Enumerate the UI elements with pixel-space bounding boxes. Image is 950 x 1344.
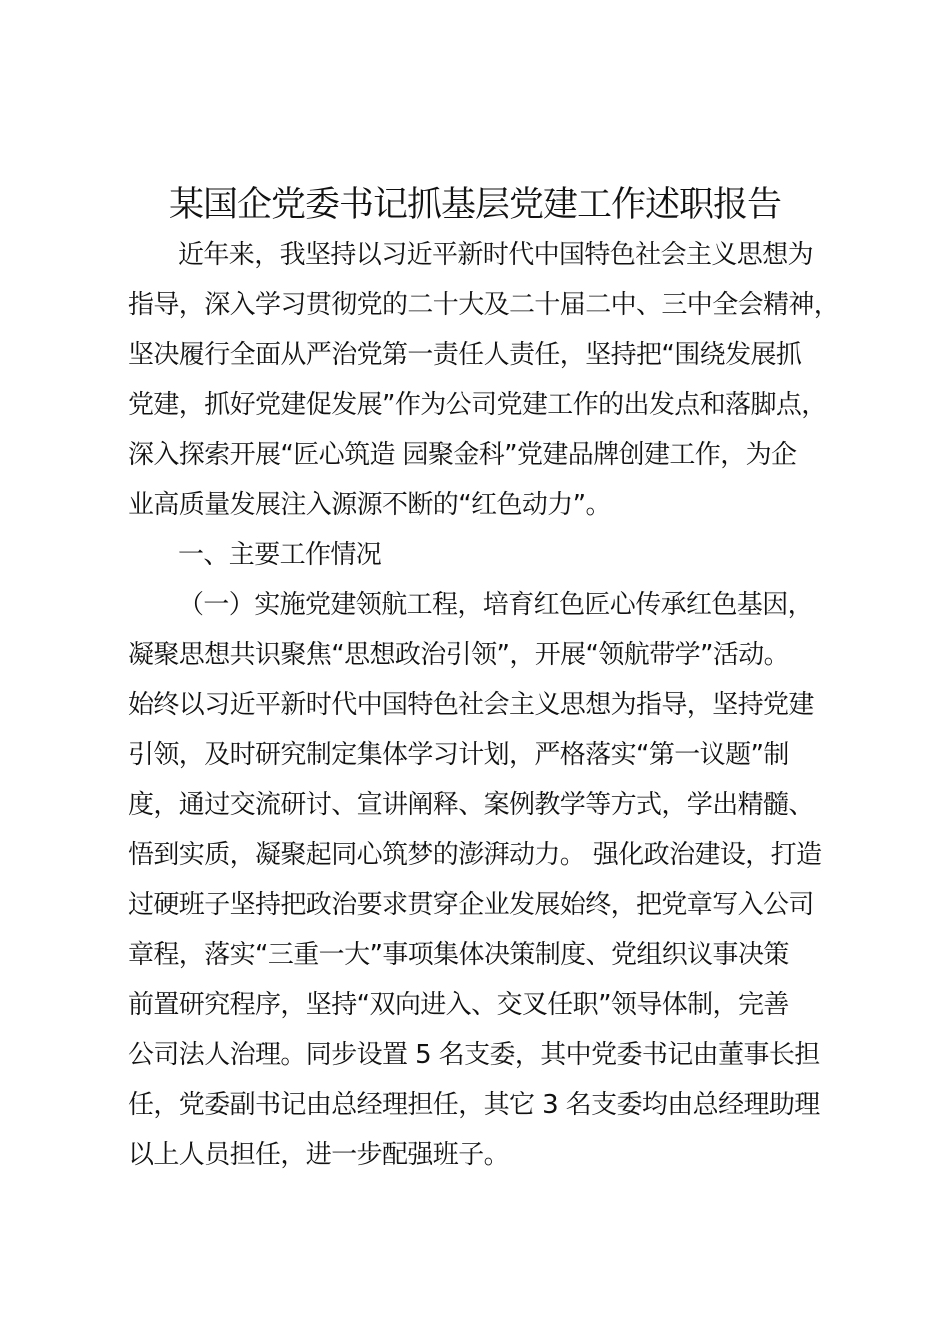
paragraph-line: 以上人员担任，进一步配强班子。 — [128, 1140, 510, 1170]
section-heading: 一、主要工作情况 — [178, 540, 382, 570]
paragraph-line: 始终以习近平新时代中国特色社会主义思想为指导，坚持党建 — [128, 690, 814, 720]
document-title: 某国企党委书记抓基层党建工作述职报告 — [168, 185, 781, 225]
paragraph-line: 凝聚思想共识聚焦“思想政治引领”，开展“领航带学”活动。 — [128, 640, 790, 670]
paragraph-line: 党建，抓好党建促发展”作为公司党建工作的出发点和落脚点， — [128, 390, 827, 420]
paragraph-line: 深入探索开展“匠心筑造 园聚金科”党建品牌创建工作，为企 — [128, 440, 797, 470]
paragraph-line: 度，通过交流研讨、宣讲阐释、案例教学等方式，学出精髓、 — [128, 790, 814, 820]
paragraph-line: 悟到实质，凝聚起同心筑梦的澎湃动力。 强化政治建设，打造 — [128, 840, 822, 870]
subsection-heading-line: （一）实施党建领航工程，培育红色匠心传承红色基因， — [178, 590, 814, 620]
paragraph-line: 引领，及时研究制定集体学习计划，严格落实“第一议题”制 — [128, 740, 789, 770]
paragraph-line: 过硬班子坚持把政治要求贯穿企业发展始终，把党章写入公司 — [128, 890, 814, 920]
document-body — [128, 230, 858, 1180]
paragraph-line: 前置研究程序，坚持“双向进入、交叉任职”领导体制，完善 — [128, 990, 789, 1020]
paragraph-line: 业高质量发展注入源源不断的“红色动力”。 — [128, 490, 611, 520]
paragraph-line: 任，党委副书记由总经理担任，其它 3 名支委均由总经理助理 — [128, 1090, 820, 1120]
paragraph-line: 近年来，我坚持以习近平新时代中国特色社会主义思想为 — [178, 240, 814, 270]
paragraph-line: 公司法人治理。同步设置 5 名支委，其中党委书记由董事长担 — [128, 1040, 820, 1070]
paragraph-line: 坚决履行全面从严治党第一责任人责任，坚持把“围绕发展抓 — [128, 340, 802, 370]
paragraph-line: 指导，深入学习贯彻党的二十大及二十届二中、三中全会精神， — [128, 290, 840, 320]
paragraph-line: 章程，落实“三重一大”事项集体决策制度、党组织议事决策 — [128, 940, 789, 970]
